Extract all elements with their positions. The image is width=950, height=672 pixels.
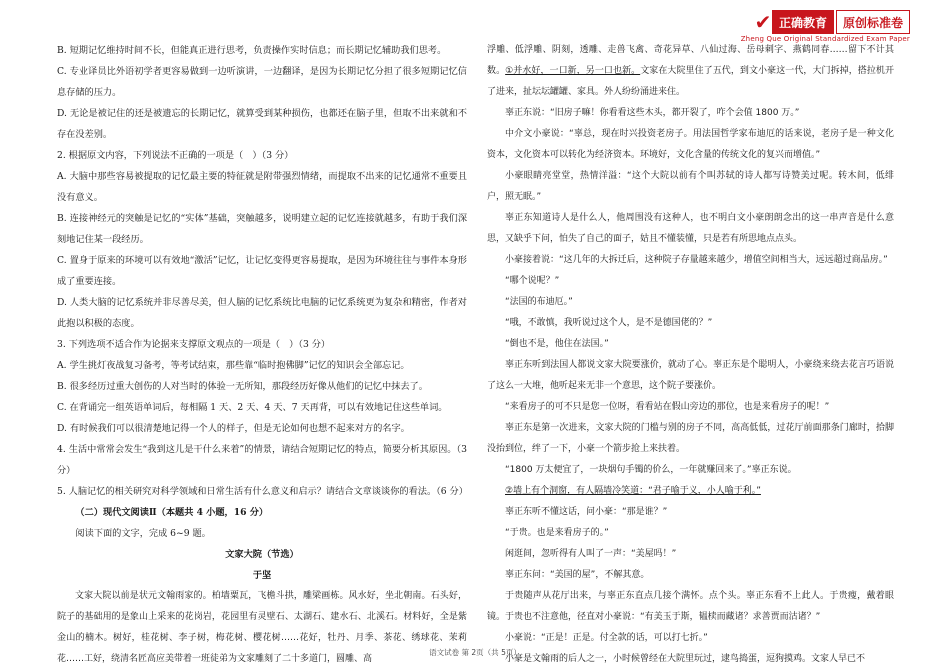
option-b: B. 短期记忆维持时间不长，但能真正进行思考，负责操作实时信息；而长期记忆辅助我们思考。 (57, 45, 447, 56)
passage-paragraph: 小豪眼睛亮堂堂，热情洋溢：“这个大院以前有个叫苏轼的诗人都写诗赞美过呢。转木间，低绯户，照无眠。” (487, 171, 894, 202)
passage-paragraph: “哦，不敢慎，我听说过这个人，是不是德国佬的？” (505, 318, 713, 328)
question-3: 3. 下列选项不适合作为论据来支撑原文观点的一项是（ ）（3 分） (57, 339, 331, 350)
passage-paragraph: “来看房子的可不只是您一位呀，看看站在假山旁边的那位，也是来看房子的呢！” (505, 402, 830, 412)
passage-paragraph: 文家大院以前是状元文翰雨家的。柏墙粟瓦，飞檐斗拱，雕梁画栋。风水好，坐北朝南。石头好，院子的基础用的是象山上采来的花岗岩，花园里有灵壁石、太湖石、建水石、北溪石。材料好，全是紫金山的楠木。树好，桂花树、李子树，梅花树、樱花树……花好，牡丹、月季、茶花、绣球花、茉莉花……工好，绕清名匠高应美带着一班徒弟为文家雕刻了二十多道门，圆雕、高 (57, 591, 467, 664)
option-c: C. 专业译员比外语初学者更容易做到一边听演讲，一边翻译，是因为长期记忆分担了很多短期记忆信息存储的压力。 (57, 66, 467, 98)
passage-paragraph: 辜正东听到法国人都说文家大院要涨价，就动了心。辜正东是个聪明人，小豪绕来绕去花言巧语说了这么一大堆，他听起来无非一个意思，这个院子要涨价。 (487, 360, 894, 391)
page-footer: 语文试卷 第 2页（共 5页） (429, 648, 521, 657)
passage-title: 文家大院（节选） (225, 549, 299, 560)
passage-paragraph: 浮雕、低浮雕、阴刻，透雕、走兽飞禽、奇花异草、八仙过海、岳母刺字、燕鹤同春……留下不计其数。①并水好，一口新，另一口也新。文家在大院里住了五代，到文小豪这一代，大门拆掉，搭拉机开了进来，扯坛坛罐罐、家具。外人纷纷涌进来住。 (487, 45, 894, 97)
question-4: 4. 生活中常常会发生“我到这儿是干什么来着”的情景，请结合短期记忆的特点，简要分析其原因。（3 分） (57, 444, 467, 476)
passage-paragraph: 辜正东是第一次进来，文家大院的门槛与别的房子不同，高高低低，过花厅前面那条门廊时，拾脚没抬到位，绊了一下，小豪一个箭步抢上来扶着。 (487, 423, 894, 454)
passage-paragraph: 辜正东听不懂这话，问小豪：“那是谁？” (505, 507, 668, 517)
publisher-logo (754, 10, 910, 34)
underlined-sentence-1: ①并水好，一口新，另一口也新。 (505, 66, 641, 76)
question-5: 5. 人脑记忆的相关研究对科学领域和日常生活有什么意义和启示？请结合文章谈谈你的看法。（6 分） (57, 486, 468, 497)
passage-paragraph: 辜正东问：“美国的屋”，不解其意。 (505, 570, 650, 580)
passage-paragraph: “1800 万太便宜了，一块烟句手镯的价么，一年就赚回来了。”辜正东说。 (505, 465, 797, 475)
question-3-option-d: D. 有时候我们可以很清楚地记得一个人的样子，但是无论如何也想不起来对方的名字。 (57, 423, 410, 434)
underlined-sentence-2: ②墙上有个洞窗，有人隔墙冷笑道：“君子喻于义，小人喻于利。” (505, 486, 761, 496)
passage-paragraph: 辜正东知道诗人是什么人，他周围没有这种人，也不明白文小豪朗朗念出的这一串声音是什么意思，又缺乎下问，怕失了自己的面子，姑且不懂装懂，只是若有所思地点点头。 (487, 213, 894, 244)
passage-paragraph: “法国的布迪厄。” (505, 297, 573, 307)
logo-brand: 正确教育 (772, 10, 834, 34)
passage-paragraph: 小豪是文翰雨的后人之一，小时候曾经在大院里玩过，逮鸟捣蛋，逗狗摸鸡。文家人早已不 (505, 654, 866, 664)
passage-paragraph: 小豪接着说：“这几年的大拆迁后，这种院子存量越来越少，增值空间相当大，远远超过商品房。” (505, 255, 888, 265)
passage-paragraph: “倒也不是，他住在法国。” (505, 339, 609, 349)
passage-paragraph: “哪个说呢？” (505, 276, 560, 286)
question-2-option-b: B. 连接神经元的突触是记忆的“实体”基础，突触越多，说明建立起的记忆连接就越多，有助于我们深刻地记住某一段经历。 (57, 213, 467, 245)
section-heading: （二）现代文阅读Ⅱ（本题共 4 小题，16 分） (75, 507, 269, 518)
reading-instruction: 阅读下面的文字，完成 6~9 题。 (75, 528, 211, 539)
passage-author: 于坚 (252, 570, 272, 581)
question-3-option-c: C. 在背诵完一组英语单词后，每相隔 1 天、2 天、4 天、7 天再背，可以有效地记住这些单词。 (57, 402, 448, 413)
question-2-option-a: A. 大脑中那些容易被提取的记忆最主要的特征就是附带强烈情绪，而提取不出来的记忆通常不重要且没有意义。 (57, 171, 467, 203)
question-2-option-c: C. 置身于原来的环境可以有效地“激活”记忆，让记忆变得更容易提取，是因为环境往往与事件本身形成了重要连接。 (57, 255, 467, 287)
logo-subtitle: Zheng Que Original Standardized Exam Paper (740, 35, 910, 43)
passage-paragraph: 小豪说：“正是！正是。付全款的话，可以打七折。” (505, 633, 708, 643)
question-2: 2. 根据原文内容，下列说法不正确的一项是（ ）（3 分） (57, 150, 294, 161)
question-3-option-a: A. 学生挑灯夜战复习备考，等考试结束，那些靠“临时抱佛脚”记忆的知识会全部忘记。 (57, 360, 410, 371)
passage-paragraph: 辜正东说：“旧房子嘛！你看看这些木头，都开裂了，咋个会值 1800 万。” (505, 108, 800, 118)
option-d: D. 无论是被记住的还是被遗忘的长期记忆，就算受到某种损伤，也都还在脑子里，但取不出来就和不存在没差别。 (57, 108, 467, 140)
passage-paragraph: 中介文小豪说：“辜总，现在时兴投资老房子。用法国哲学家布迪厄的话来说，老房子是一种文化资本，文化资本可以转化为经济资本。环境好，文化含量的传统文化的复兴而增值。” (487, 129, 894, 160)
question-3-option-b: B. 很多经历过重大创伤的人对当时的体验一无所知，那段经历好像从他们的记忆中抹去了。 (57, 381, 428, 392)
right-column (487, 40, 894, 670)
logo-slogan: 原创标准卷 (836, 10, 910, 34)
passage-paragraph: 闲逛间，忽听得有人叫了一声：“美屋吗！” (505, 549, 677, 559)
question-2-option-d: D. 人类大脑的记忆系统并非尽善尽美，但人脑的记忆系统比电脑的记忆系统更为复杂和精密，作者对此抱以积极的态度。 (57, 297, 467, 329)
checkmark-icon: ✔ (754, 10, 772, 34)
left-column (57, 40, 467, 670)
passage-paragraph: 于贵随声从花厅出来，与辜正东直点几接个满怀。点个头。辜正东看不上此人。于贵瘦，戴着眼镜。于贵也不注意他，径直对小豪说：“有美玉于斯，韫椟而藏诸？求善贾而沽诸？” (487, 591, 894, 622)
passage-paragraph: “于贵。也是来看房子的。” (505, 528, 609, 538)
